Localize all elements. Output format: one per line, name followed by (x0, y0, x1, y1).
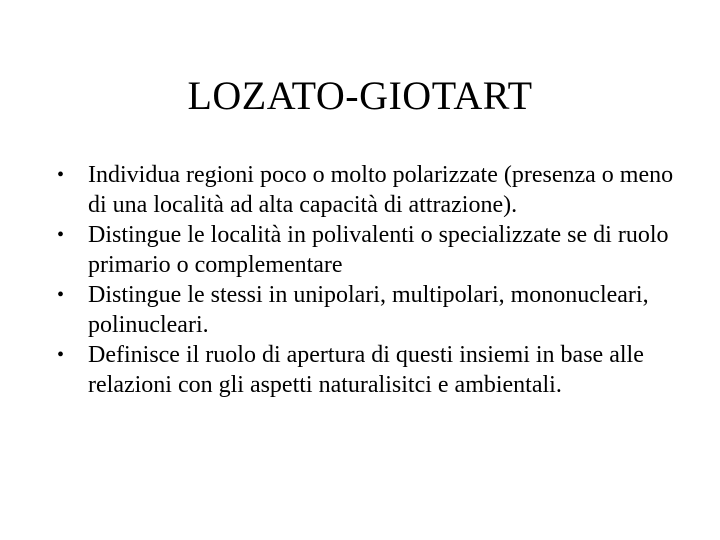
bullet-list (57, 160, 677, 400)
bullet-item (57, 220, 677, 280)
bullet-icon: • (57, 344, 65, 366)
bullet-icon: • (57, 164, 65, 186)
bullet-item (57, 160, 677, 220)
bullet-icon: • (57, 224, 65, 246)
bullet-text: Definisce il ruolo di apertura di questi insiemi in base alle relazioni con gli aspetti naturalisitci e ambientali. (88, 342, 644, 398)
bullet-text: Distingue le stessi in unipolari, multipolari, mononucleari, polinucleari. (88, 282, 649, 338)
bullet-text: Individua regioni poco o molto polarizzate (presenza o meno di una località ad alta capacità di attrazione). (88, 162, 674, 218)
bullet-item (57, 340, 677, 400)
slide-title: LOZATO-GIOTART (187, 73, 533, 118)
bullet-text: Distingue le località in polivalenti o specializzate se di ruolo primario o complementare (88, 222, 669, 278)
bullet-icon: • (57, 284, 65, 306)
bullet-item (57, 280, 677, 340)
